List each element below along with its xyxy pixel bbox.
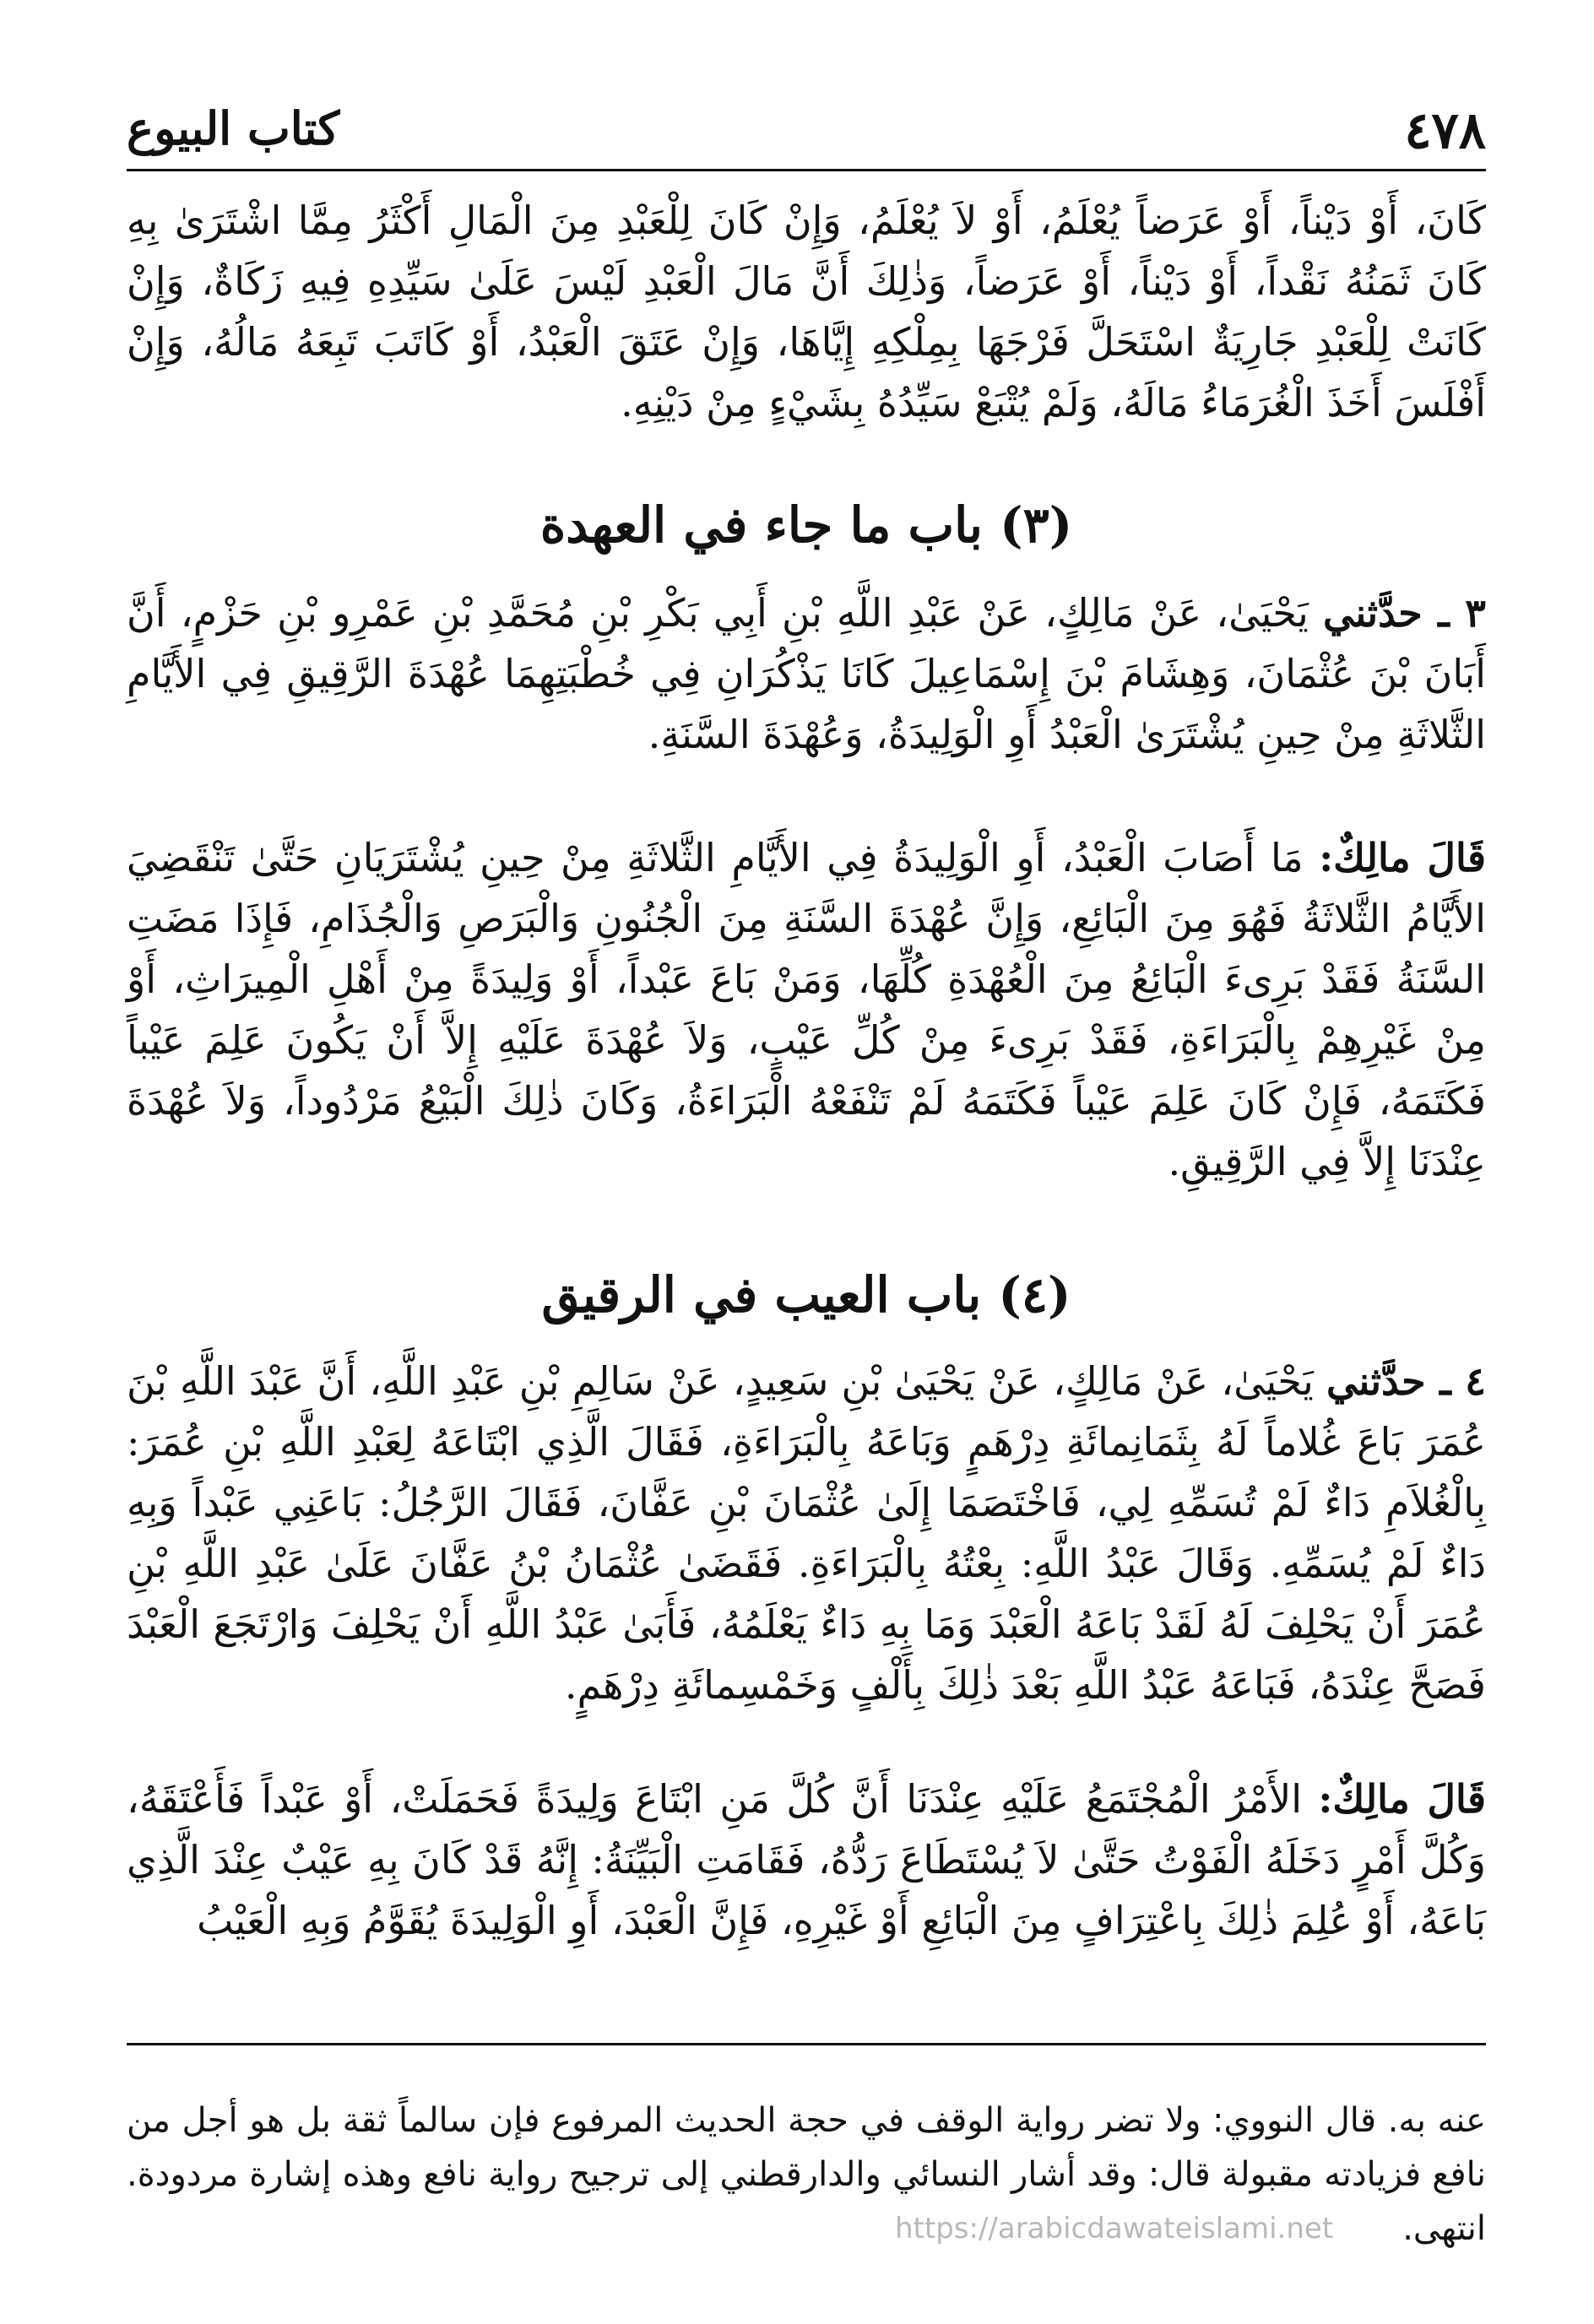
malik-commentary-3: [127, 827, 1486, 1192]
paragraph-continuation: كَانَ، أَوْ دَيْناً، أَوْ عَرَضاً يُعْلَمُ، أَوْ لاَ يُعْلَمُ، وَإِنْ كَانَ لِلْعَبْدِ مِنَ الْمَالِ أَكْثَرُ مِمَّا اشْتَرَىٰ بِهِ كَانَ ثَمَنُهُ نَقْداً، أَوْ دَيْناً، أَوْ عَرَضاً، وَذٰلِكَ أَنَّ مَالَ الْعَبْدِ لَيْسَ عَلَىٰ سَيِّدِهِ فِيهِ زَكَاةٌ، وَإِنْ كَانَتْ لِلْعَبْدِ جَارِيَةٌ اسْتَحَلَّ فَرْجَهَا بِمِلْكِهِ إِيَّاهَا، وَإِنْ عَتَقَ الْعَبْدُ، أَوْ كَاتَبَ تَبِعَهُ مَالُهُ، وَإِنْ أَفْلَسَ أَخَذَ الْغُرَمَاءُ مَالَهُ، وَلَمْ يُتْبَعْ سَيِّدُهُ بِشَيْءٍ مِنْ دَيْنِهِ.: [127, 198, 1486, 425]
page-header: [127, 101, 1486, 169]
hadith-4: [127, 1351, 1486, 1715]
page-number: ٤٧٨: [1404, 101, 1486, 160]
hadith-text: يَحْيَىٰ، عَنْ مَالِكٍ، عَنْ عَبْدِ اللَّهِ بْنِ أَبِي بَكْرِ بْنِ مُحَمَّدِ بْنِ عَمْرِو بْنِ حَزْمٍ، أَنَّ أَبَانَ بْنَ عُثْمَانَ، وَهِشَامَ بْنَ إِسْمَاعِيلَ كَانَا يَذْكُرَانِ فِي خُطْبَتِهِمَا عُهْدَةَ الرَّقِيقِ فِي الأَيَّامِ الثَّلاثَةِ مِنْ حِينِ يُشْتَرَىٰ الْعَبْدُ أَوِ الْوَلِيدَةُ، وَعُهْدَةَ السَّنَةِ.: [127, 590, 1486, 757]
header-divider: [127, 169, 1486, 171]
commentary-lead: قَالَ مالِكٌ:: [1319, 835, 1486, 880]
footnote: عنه به. قال النووي: ولا تضر رواية الوقف في حجة الحديث المرفوع فإن سالماً ثقة بل هو أجل من نافع فزيادته مقبولة قال: وقد أشار النسائي والدارقطني إلى ترجيح رواية نافع وهذه إشارة مردودة. انتهى.: [127, 2101, 1486, 2248]
footnote-divider: [127, 2043, 1486, 2045]
watermark-url: https://arabicdawateislami.net: [895, 2212, 1334, 2245]
chapter-heading-4: (٤) باب العيب في الرقيق: [541, 1266, 1071, 1324]
book-page: [127, 0, 1486, 2324]
hadith-3: [127, 582, 1486, 765]
malik-commentary-4: [127, 1769, 1486, 1951]
running-title: كتاب البيوع: [127, 101, 340, 155]
commentary-text: الأَمْرُ الْمُجْتَمَعُ عَلَيْهِ عِنْدَنَا أَنَّ كُلَّ مَنِ ابْتَاعَ وَلِيدَةً فَحَمَلَتْ، أَوْ عَبْداً فَأَعْتَقَهُ، وَكُلَّ أَمْرٍ دَخَلَهُ الْفَوْتُ حَتَّىٰ لاَ يُسْتَطَاعَ رَدُّهُ، فَقَامَتِ الْبَيِّنَةُ: إِنَّهُ قَدْ كَانَ بِهِ عَيْبٌ عِنْدَ الَّذِي بَاعَهُ، أَوْ عُلِمَ ذٰلِكَ بِاعْتِرَافٍ مِنَ الْبَائِعِ أَوْ غَيْرِهِ، فَإِنَّ الْعَبْدَ، أَوِ الْوَلِيدَةَ يُقَوَّمُ وَبِهِ الْعَيْبُ: [127, 1776, 1486, 1943]
commentary-text: مَا أَصَابَ الْعَبْدُ، أَوِ الْوَلِيدَةُ فِي الأَيَّامِ الثَّلاثَةِ مِنْ حِينِ يُشْتَرَيَانِ حَتَّىٰ تَنْقَضِيَ الأَيَّامُ الثَّلاثَةُ فَهُوَ مِنَ الْبَائِعِ، وَإِنَّ عُهْدَةَ السَّنَةِ مِنَ الْجُنُونِ وَالْبَرَصِ وَالْجُذَامِ، فَإِذَا مَضَتِ السَّنَةُ فَقَدْ بَرِىءَ الْبَائِعُ مِنَ الْعُهْدَةِ كُلِّهَا، وَمَنْ بَاعَ عَبْداً، أَوْ وَلِيدَةً مِنْ أَهْلِ الْمِيرَاثِ، أَوْ مِنْ غَيْرِهِمْ بِالْبَرَاءَةِ، فَقَدْ بَرِىءَ مِنْ كُلِّ عَيْبٍ، وَلاَ عُهْدَةَ عَلَيْهِ إِلاَّ أَنْ يَكُونَ عَلِمَ عَيْباً فَكَتَمَهُ، فَإِنْ كَانَ عَلِمَ عَيْباً فَكَتَمَهُ لَمْ تَنْفَعْهُ الْبَرَاءَةُ، وَكَانَ ذٰلِكَ الْبَيْعُ مَرْدُوداً، وَلاَ عُهْدَةَ عِنْدَنَا إِلاَّ فِي الرَّقِيقِ.: [127, 835, 1486, 1184]
hadith-lead: ٤ ـ حدَّثني: [1326, 1358, 1486, 1404]
hadith-lead: ٣ ـ حدَّثني: [1323, 590, 1486, 636]
commentary-lead: قَالَ مالِكٌ:: [1318, 1776, 1486, 1822]
chapter-heading-3: (٣) باب ما جاء في العهدة: [539, 496, 1073, 554]
hadith-text: يَحْيَىٰ، عَنْ مَالِكٍ، عَنْ يَحْيَىٰ بْنِ سَعِيدٍ، عَنْ سَالِمِ بْنِ عَبْدِ اللَّهِ، أَنَّ عَبْدَ اللَّهِ بْنَ عُمَرَ بَاعَ غُلاماً لَهُ بِثَمَانِمائَةِ دِرْهَمٍ وَبَاعَهُ بِالْبَرَاءَةِ، فَقَالَ الَّذِي ابْتَاعَهُ لِعَبْدِ اللَّهِ بْنِ عُمَرَ: بِالْغُلاَمِ دَاءٌ لَمْ تُسَمِّهِ لِي، فَاخْتَصَمَا إِلَىٰ عُثْمَانَ بْنِ عَفَّانَ، فَقَالَ الرَّجُلُ: بَاعَنِي عَبْداً وَبِهِ دَاءٌ لَمْ يُسَمِّهِ. وَقَالَ عَبْدُ اللَّهِ: بِعْتُهُ بِالْبَرَاءَةِ. فَقَضَىٰ عُثْمَانُ بْنُ عَفَّانَ عَلَىٰ عَبْدِ اللَّهِ بْنِ عُمَرَ أَنْ يَحْلِفَ لَهُ لَقَدْ بَاعَهُ الْعَبْدَ وَمَا بِهِ دَاءٌ يَعْلَمُهُ، فَأَبَىٰ عَبْدُ اللَّهِ أَنْ يَحْلِفَ وَارْتَجَعَ الْعَبْدَ فَصَحَّ عِنْدَهُ، فَبَاعَهُ عَبْدُ اللَّهِ بَعْدَ ذٰلِكَ بِأَلْفٍ وَخَمْسِمائَةِ دِرْهَمٍ.: [127, 1358, 1486, 1708]
